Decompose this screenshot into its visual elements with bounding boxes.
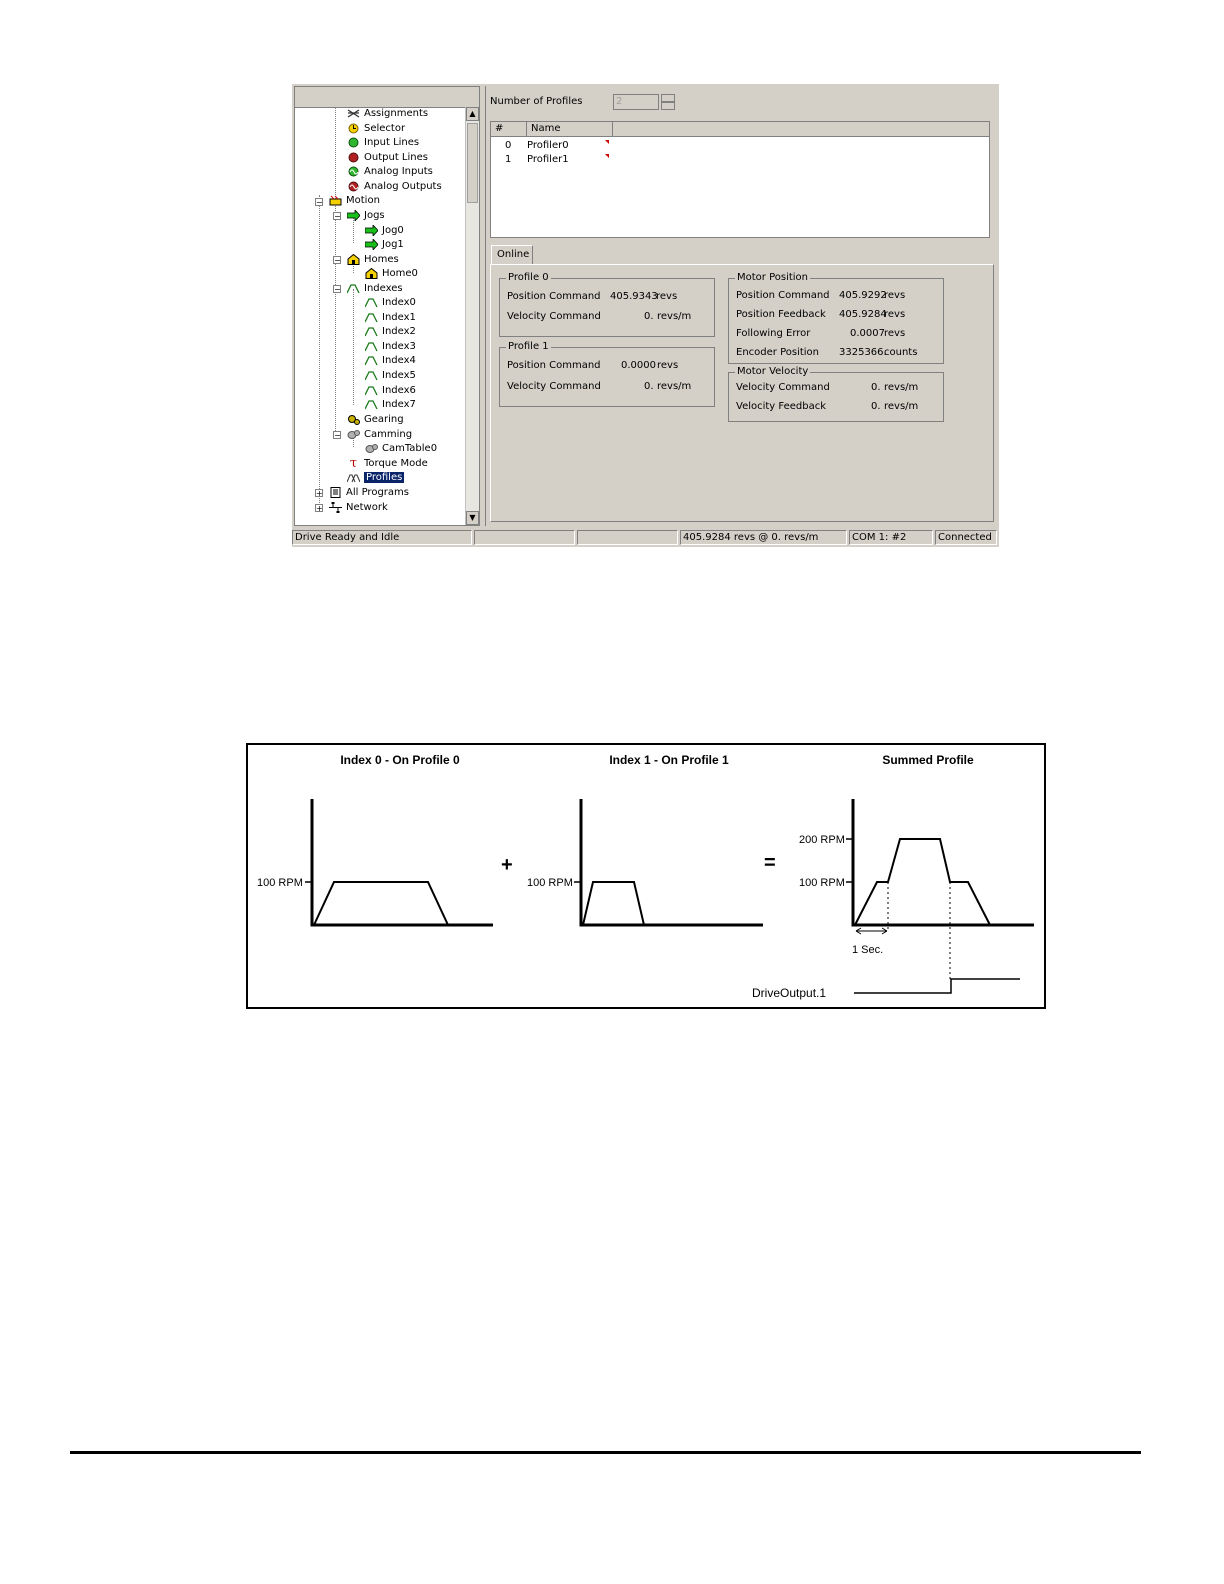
- motor-velocity-feedback-value: 0.: [871, 401, 881, 412]
- tree-item-jog0[interactable]: Jog0: [365, 224, 404, 238]
- panel3-100rpm-label: 100 RPM: [799, 877, 845, 889]
- motor-velocity-command-value: 0.: [871, 382, 881, 393]
- network-icon: [329, 502, 342, 513]
- edited-marker-icon: [605, 140, 609, 144]
- online-tab-panel: [490, 264, 994, 522]
- panel1-profile-line: [314, 882, 448, 925]
- panel1-100rpm-label: 100 RPM: [257, 877, 303, 889]
- gear-icon: [347, 414, 360, 425]
- jogs-collapse-icon[interactable]: −: [334, 212, 341, 221]
- profile-1-position-command-unit: revs: [657, 360, 679, 371]
- motor-velocity-feedback-label: Velocity Feedback: [736, 401, 827, 412]
- profile-0-group: [499, 272, 715, 337]
- tree-item-homes[interactable]: Homes: [347, 253, 399, 267]
- tree-item-profiles[interactable]: Profiles: [347, 471, 404, 485]
- profile-row-0-name[interactable]: Profiler0: [527, 140, 569, 151]
- motion-collapse-icon[interactable]: −: [316, 198, 323, 207]
- motor-velocity-feedback-unit: revs/m: [884, 401, 919, 412]
- tree-item-selector[interactable]: Selector: [347, 122, 405, 136]
- tree-item-assignments[interactable]: Assignments: [347, 107, 428, 121]
- tree-item-jog1[interactable]: Jog1: [365, 238, 404, 252]
- tree-item-analog-outputs[interactable]: Analog Outputs: [347, 180, 442, 194]
- indexes-collapse-icon[interactable]: −: [334, 285, 341, 294]
- arrow-icon: [365, 239, 378, 250]
- index-curve-icon: [365, 326, 378, 337]
- assignments-icon: [347, 108, 360, 119]
- tree-item-camming[interactable]: Camming: [347, 428, 412, 442]
- equals-sign: =: [764, 852, 776, 874]
- homes-collapse-icon[interactable]: −: [334, 256, 341, 265]
- profile-0-velocity-command-unit: revs/m: [657, 311, 692, 322]
- profile-0-title: Profile 0: [508, 272, 549, 283]
- status-port: COM 1: #2: [849, 530, 933, 545]
- column-name-header[interactable]: Name: [527, 122, 613, 136]
- profiles-view: [485, 86, 998, 526]
- scroll-up-arrow-icon[interactable]: ▲: [466, 107, 479, 121]
- summed-profile-diagram: [246, 743, 1046, 1009]
- status-empty-2: [577, 530, 678, 545]
- index-curve-icon: [365, 399, 378, 410]
- motor-position-feedback-unit: revs: [884, 309, 906, 320]
- status-position: 405.9284 revs @ 0. revs/m: [680, 530, 847, 545]
- all-programs-expand-icon[interactable]: +: [316, 489, 323, 498]
- number-of-profiles-input[interactable]: 2: [613, 94, 659, 110]
- profiles-icon: [347, 472, 360, 483]
- arrow-icon: [365, 225, 378, 236]
- tree-item-index7[interactable]: Index7: [365, 398, 416, 412]
- tree-item-torque-mode[interactable]: τ Torque Mode: [347, 457, 428, 471]
- panel3-profile-line: [855, 839, 990, 925]
- motor-position-group: [728, 272, 944, 364]
- motor-position-title: Motor Position: [737, 272, 809, 283]
- tree-item-index1[interactable]: Index1: [365, 311, 416, 325]
- profile-1-velocity-command-unit: revs/m: [657, 381, 692, 392]
- column-number-header[interactable]: #: [491, 122, 527, 136]
- panel2-axes: [581, 799, 763, 925]
- profile-1-velocity-command-value: 0.: [644, 381, 654, 392]
- motor-position-feedback-label: Position Feedback: [736, 309, 826, 320]
- panel2-profile-line: [583, 882, 644, 925]
- tree-item-all-programs[interactable]: All Programs: [329, 486, 409, 500]
- network-expand-icon[interactable]: +: [316, 504, 323, 513]
- profile-1-velocity-command-label: Velocity Command: [507, 381, 601, 392]
- index-curve-icon: [365, 385, 378, 396]
- panel2-100rpm-label: 100 RPM: [527, 877, 573, 889]
- index-curve-icon: [365, 297, 378, 308]
- panel1-axes: [312, 799, 493, 925]
- index-curve-icon: [365, 370, 378, 381]
- profile-row-0-number[interactable]: 0: [505, 140, 512, 151]
- panel1-title: Index 0 - On Profile 0: [340, 753, 460, 767]
- motor-position-command-label: Position Command: [736, 290, 830, 301]
- profile-0-position-command-unit: revs: [656, 291, 678, 302]
- drive-software-window: [292, 84, 999, 547]
- camming-collapse-icon[interactable]: −: [334, 431, 341, 440]
- profile-0-velocity-command-label: Velocity Command: [507, 311, 601, 322]
- scroll-down-arrow-icon[interactable]: ▼: [466, 511, 479, 525]
- status-empty-1: [474, 530, 575, 545]
- spin-up-icon[interactable]: [661, 94, 675, 102]
- motor-position-command-value: 405.9292: [839, 290, 887, 301]
- status-drive-state: Drive Ready and Idle: [292, 530, 472, 545]
- encoder-position-value: 3325366.: [839, 347, 887, 358]
- panel3-200rpm-label: 200 RPM: [799, 834, 845, 846]
- encoder-position-unit: counts: [884, 347, 918, 358]
- tau-icon: τ: [349, 455, 358, 471]
- tree-item-indexes[interactable]: Indexes: [347, 282, 403, 296]
- profile-0-position-command-value: 405.9343: [610, 291, 658, 302]
- tree-item-gearing[interactable]: Gearing: [347, 413, 404, 427]
- tree-item-motion[interactable]: Motion: [329, 194, 380, 208]
- tree-item-input-lines[interactable]: Input Lines: [347, 136, 419, 150]
- house-icon: [347, 254, 360, 265]
- analog-outputs-icon: [347, 181, 360, 192]
- programs-icon: [329, 487, 342, 498]
- cam-icon: [365, 443, 378, 454]
- tree-item-jogs[interactable]: Jogs: [347, 209, 385, 223]
- motion-icon: [329, 195, 342, 206]
- house-icon: [365, 268, 378, 279]
- index-curve-icon: [347, 283, 360, 294]
- motor-velocity-title: Motor Velocity: [737, 366, 809, 377]
- index-curve-icon: [365, 355, 378, 366]
- input-lines-icon: [347, 137, 360, 148]
- status-connection: Connected: [935, 530, 997, 545]
- number-of-profiles-label: Number of Profiles: [490, 96, 583, 107]
- cam-icon: [347, 429, 360, 440]
- panel2-title: Index 1 - On Profile 1: [609, 753, 729, 767]
- motor-position-feedback-value: 405.9284: [839, 309, 887, 320]
- selector-icon: [347, 123, 360, 134]
- index-curve-icon: [365, 341, 378, 352]
- index-curve-icon: [365, 312, 378, 323]
- drive-output-step: [854, 979, 1020, 993]
- tree-item-output-lines[interactable]: Output Lines: [347, 151, 428, 165]
- profiles-list-header: [491, 122, 989, 137]
- motor-velocity-group: [728, 366, 944, 422]
- following-error-unit: revs: [884, 328, 906, 339]
- tree-item-index6[interactable]: Index6: [365, 384, 416, 398]
- tree-item-network[interactable]: Network: [329, 501, 388, 515]
- panel3-axes: [853, 799, 1034, 925]
- tree-item-index0[interactable]: Index0: [365, 296, 416, 310]
- drive-output-label: DriveOutput.1: [752, 986, 827, 1000]
- profile-0-position-command-label: Position Command: [507, 291, 601, 302]
- encoder-position-label: Encoder Position: [736, 347, 819, 358]
- plus-sign: +: [501, 854, 513, 876]
- spin-down-icon[interactable]: [661, 102, 675, 110]
- scroll-thumb[interactable]: [467, 123, 478, 203]
- following-error-label: Following Error: [736, 328, 811, 339]
- profile-row-1-name[interactable]: Profiler1: [527, 154, 569, 165]
- motor-position-command-unit: revs: [884, 290, 906, 301]
- status-bar: [292, 528, 999, 547]
- profile-0-velocity-command-value: 0.: [644, 311, 654, 322]
- tree-item-analog-inputs[interactable]: Analog Inputs: [347, 165, 433, 179]
- one-second-dimension-arrow: [856, 928, 887, 934]
- one-second-label: 1 Sec.: [852, 944, 884, 956]
- tree-item-index2[interactable]: Index2: [365, 325, 416, 339]
- profile-row-1-number[interactable]: 1: [505, 154, 512, 165]
- motor-velocity-command-label: Velocity Command: [736, 382, 830, 393]
- profile-diagram-svg: [248, 745, 1044, 1007]
- profiles-list: [490, 121, 990, 238]
- profile-1-position-command-value: 0.0000: [621, 360, 656, 371]
- page-footer-rule: [70, 1451, 1141, 1454]
- tree-scrollbar[interactable]: [465, 107, 479, 525]
- tree-item-index4[interactable]: Index4: [365, 354, 416, 368]
- following-error-value: 0.0007: [850, 328, 885, 339]
- edited-marker-icon: [605, 154, 609, 158]
- profile-1-group: [499, 341, 715, 407]
- motor-velocity-command-unit: revs/m: [884, 382, 919, 393]
- profile-1-position-command-label: Position Command: [507, 360, 601, 371]
- profile-1-title: Profile 1: [508, 341, 549, 352]
- tree-item-index5[interactable]: Index5: [365, 369, 416, 383]
- tree-item-index3[interactable]: Index3: [365, 340, 416, 354]
- analog-inputs-icon: [347, 166, 360, 177]
- jogs-icon: [347, 210, 360, 221]
- panel3-title: Summed Profile: [882, 753, 974, 767]
- tree-header: [295, 87, 479, 108]
- output-lines-icon: [347, 152, 360, 163]
- tree-item-camtable0[interactable]: CamTable0: [365, 442, 437, 456]
- project-tree: [294, 86, 480, 526]
- tab-online[interactable]: Online: [491, 245, 533, 265]
- tree-item-home0[interactable]: Home0: [365, 267, 418, 281]
